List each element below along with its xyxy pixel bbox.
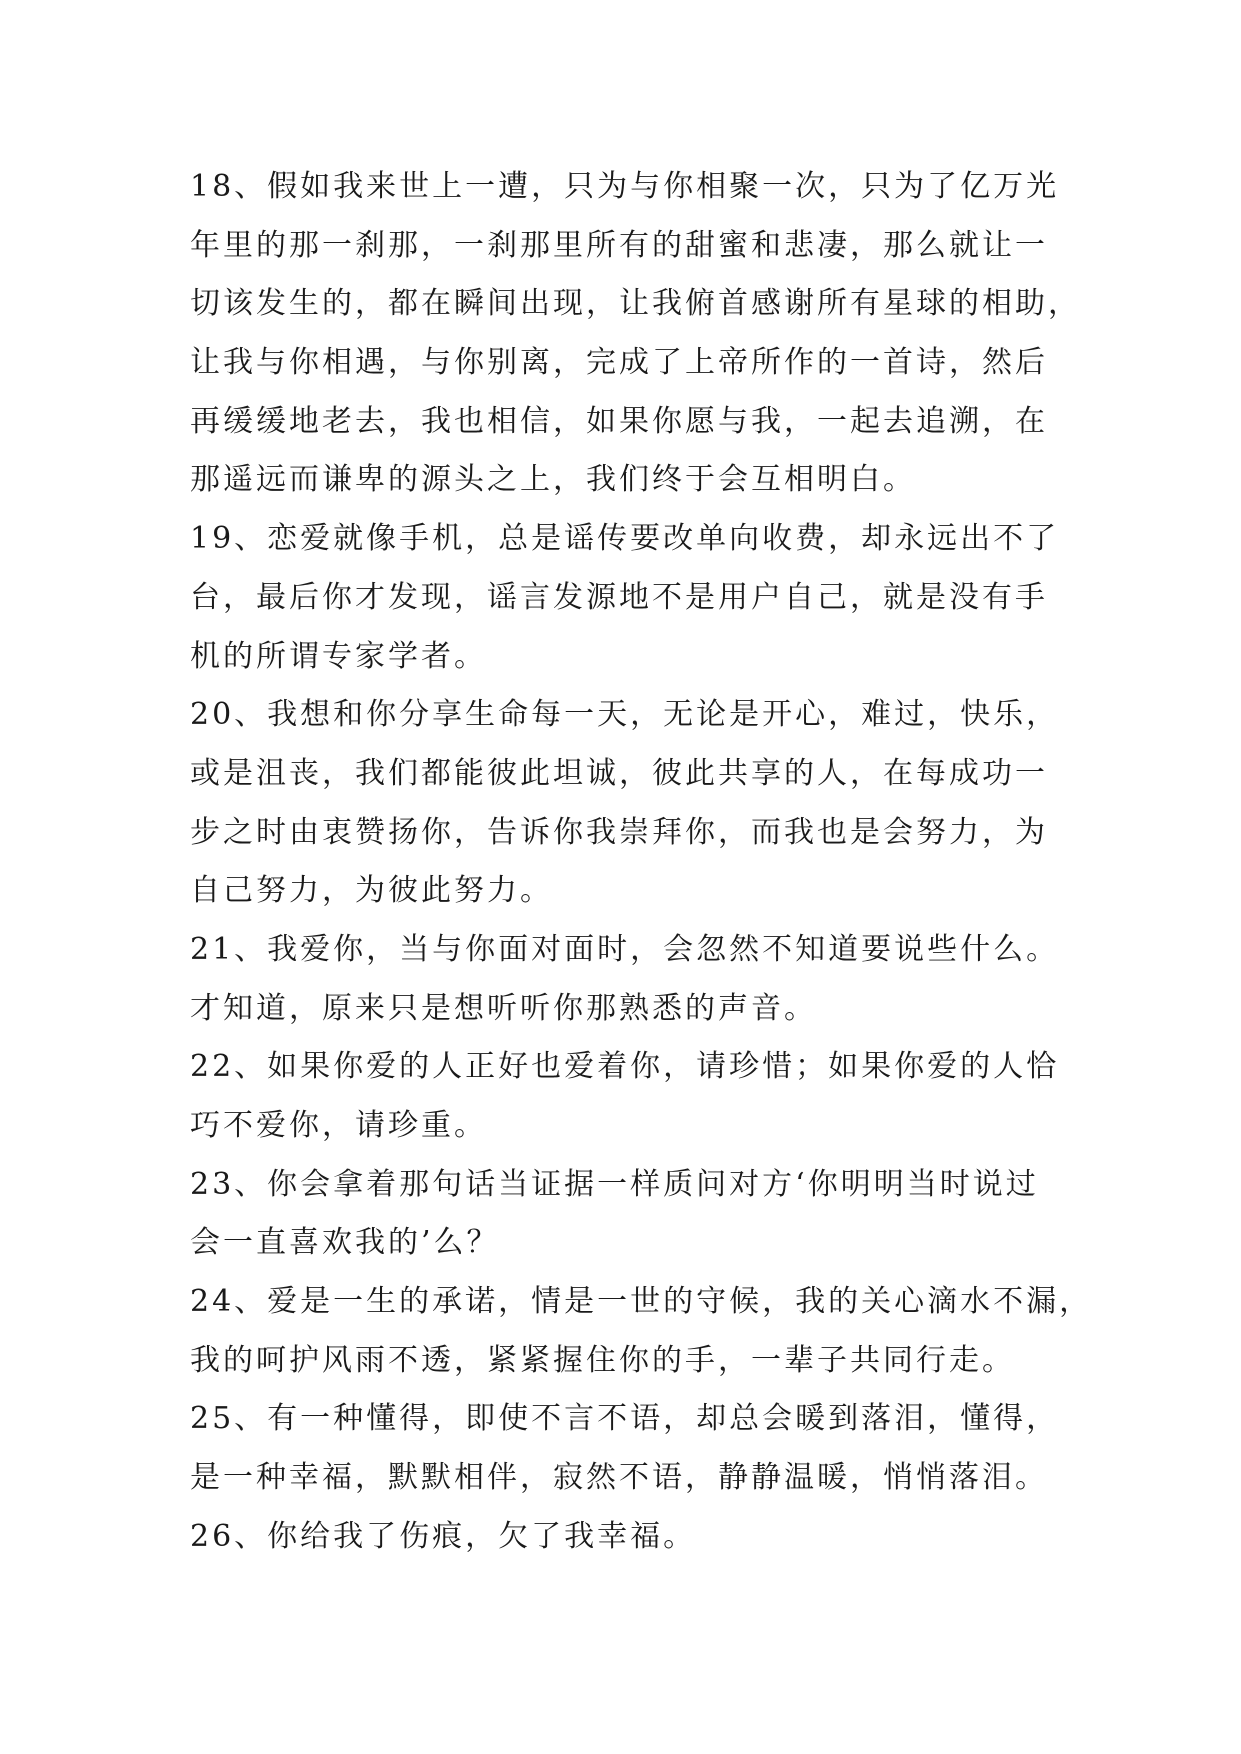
text-line: 让我与你相遇，与你别离，完成了上帝所作的一首诗，然后 — [190, 345, 1048, 381]
text-line: 23、你会拿着那句话当证据一样质问对方‘你明明当时说过 — [190, 1166, 1039, 1202]
text-line: 19、恋爱就像手机，总是谣传要改单向收费，却永远出不了 — [190, 521, 1060, 557]
text-line: 自己努力，为彼此努力。 — [190, 873, 553, 909]
text-line: 台，最后你才发现，谣言发源地不是用户自己，就是没有手 — [190, 579, 1048, 615]
text-line: 机的所谓专家学者。 — [190, 638, 487, 674]
text-line: 会一直喜欢我的’么？ — [190, 1225, 500, 1261]
text-line: 巧不爱你，请珍重。 — [190, 1108, 487, 1143]
text-line: 24、爱是一生的承诺，情是一世的守候，我的关心滴水不漏， — [190, 1284, 1093, 1320]
text-line: 26、你给我了伤痕，欠了我幸福。 — [190, 1518, 697, 1554]
text-line: 那遥远而谦卑的源头之上，我们终于会互相明白。 — [190, 462, 916, 498]
text-line: 21、我爱你，当与你面对面时，会忽然不知道要说些什么。 — [190, 931, 1060, 967]
text-line: 20、我想和你分享生命每一天，无论是开心，难过，快乐， — [190, 697, 1060, 733]
text-line: 或是沮丧，我们都能彼此坦诚，彼此共享的人，在每成功一 — [190, 755, 1048, 791]
text-line: 才知道，原来只是想听听你那熟悉的声音。 — [190, 990, 817, 1026]
text-line: 18、假如我来世上一遭，只为与你相聚一次，只为了亿万光 — [190, 169, 1060, 204]
document-body — [190, 158, 1093, 1567]
text-line: 再缓缓地老去，我也相信，如果你愿与我，一起去追溯，在 — [190, 403, 1048, 439]
text-line: 年里的那一刹那，一刹那里所有的甜蜜和悲凄，那么就让一 — [190, 227, 1048, 263]
text-line: 步之时由衷赞扬你，告诉你我崇拜你，而我也是会努力，为 — [190, 814, 1048, 850]
text-line: 我的呵护风雨不透，紧紧握住你的手，一辈子共同行走。 — [190, 1342, 1015, 1378]
text-line: 切该发生的，都在瞬间出现，让我俯首感谢所有星球的相助， — [190, 286, 1081, 322]
text-line: 25、有一种懂得，即使不言不语，却总会暖到落泪，懂得， — [190, 1401, 1060, 1437]
text-line: 是一种幸福，默默相伴，寂然不语，静静温暖，悄悄落泪。 — [190, 1460, 1048, 1496]
text-line: 22、如果你爱的人正好也爱着你，请珍惜；如果你爱的人恰 — [190, 1049, 1060, 1085]
